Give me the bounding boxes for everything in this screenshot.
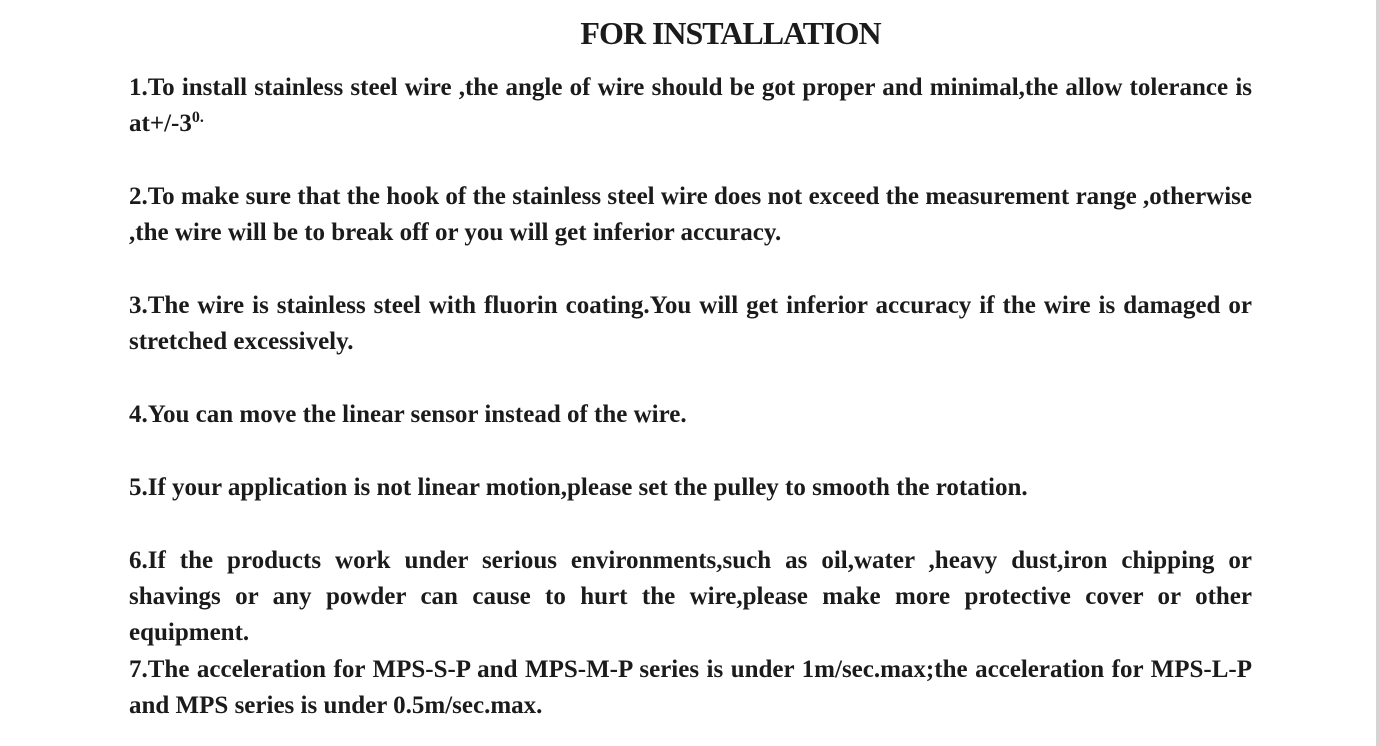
installation-note-1	[129, 70, 1252, 142]
installation-note-7: 7.The acceleration for MPS-S-P and MPS-M-P series is under 1m/sec.max;the acceleration for MPS-L-P and MPS series is under 0.5m/sec.max.	[129, 656, 1252, 719]
installation-note-6: 6.If the products work under serious environments,such as oil,water ,heavy dust,iron chipping or shavings or any powder can cause to hurt the wire,please make more protective cover or other equipment.	[129, 547, 1252, 646]
note-text: 1.To install stainless steel wire ,the angle of wire should be got proper and minimal,the allow tolerance is at+/-3	[129, 74, 1252, 137]
installation-note-4: 4.You can move the linear sensor instead of the wire.	[129, 401, 687, 428]
degree-superscript: 0.	[191, 109, 204, 126]
installation-note-2: 2.To make sure that the hook of the stainless steel wire does not exceed the measurement range ,otherwise ,the wire will be to break off or you will get inferior accuracy.	[129, 183, 1252, 246]
page-title: FOR INSTALLATION	[580, 15, 881, 51]
installation-note-3: 3.The wire is stainless steel with fluorin coating.You will get inferior accuracy if the wire is damaged or stretched excessively.	[129, 292, 1252, 355]
installation-note-5: 5.If your application is not linear motion,please set the pulley to smooth the rotation.	[129, 474, 1028, 501]
